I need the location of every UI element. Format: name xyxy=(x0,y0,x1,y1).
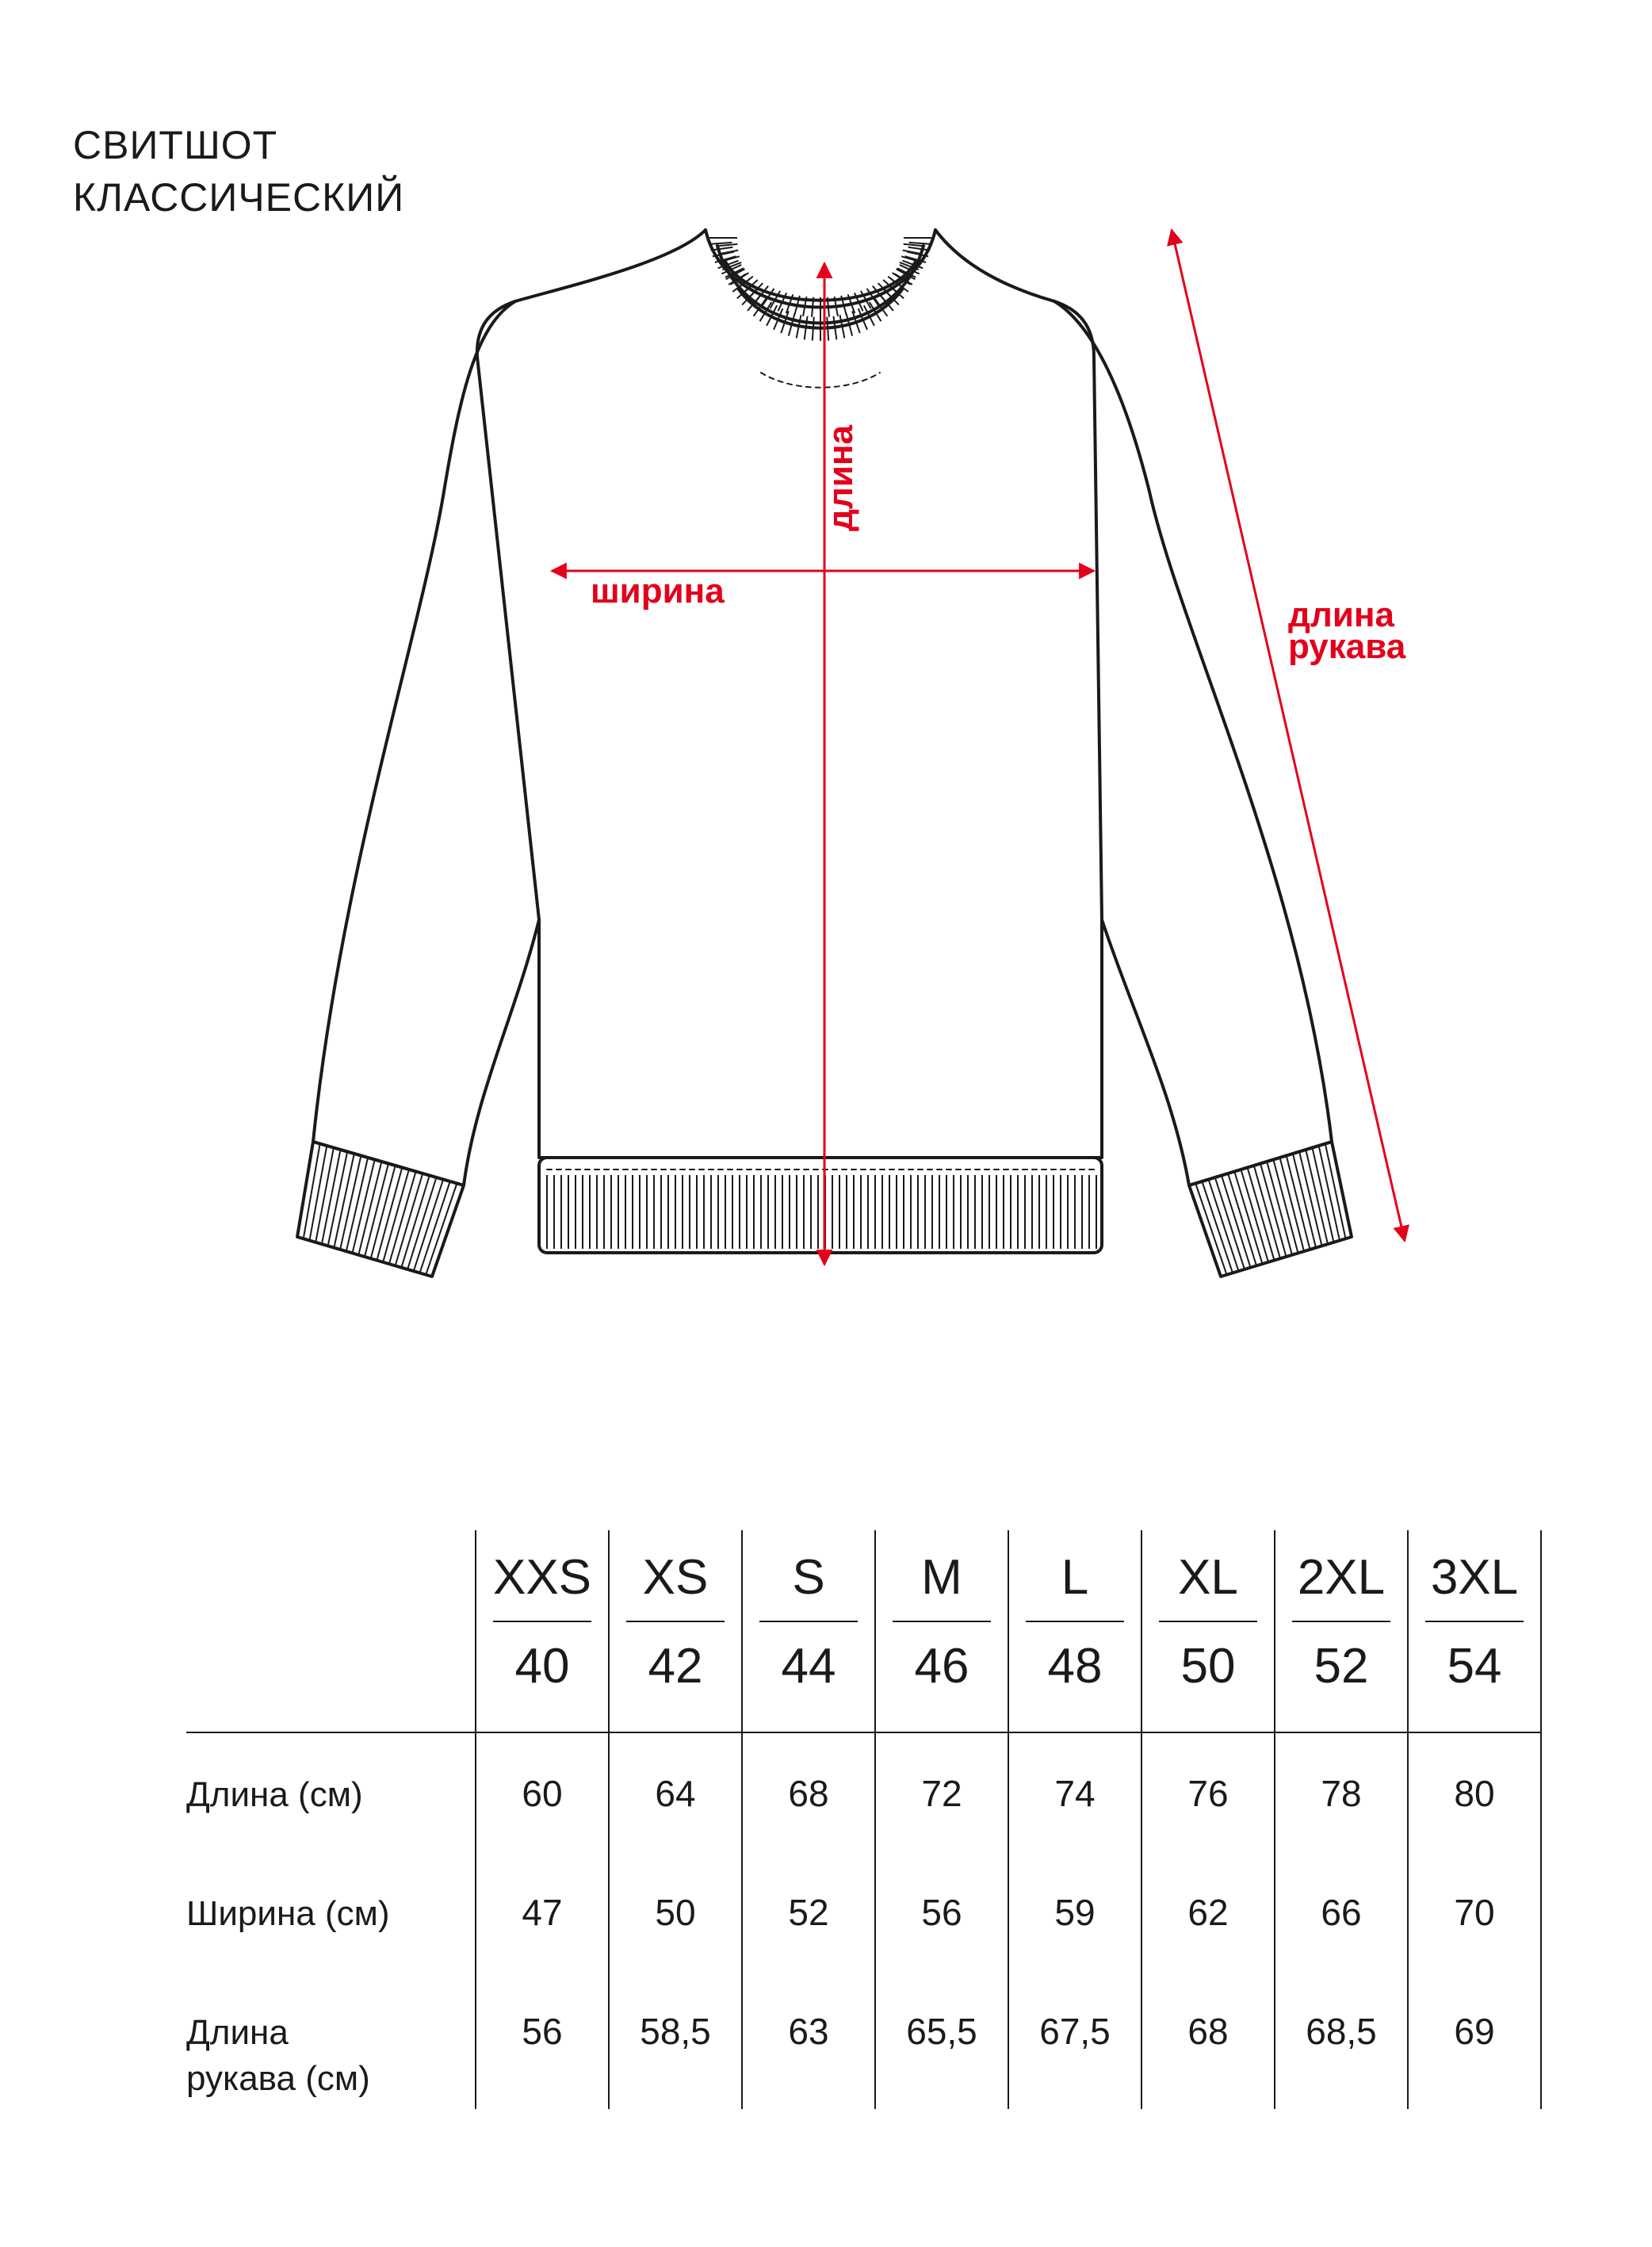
table-cell-value: 47 xyxy=(522,1892,563,1933)
table-cell-value: 69 xyxy=(1454,2011,1495,2052)
eu-size-label: 44 xyxy=(781,1639,836,1694)
table-cell-value: 65,5 xyxy=(906,2011,977,2052)
size-label: 2XL xyxy=(1297,1550,1386,1605)
table-cell-value: 68 xyxy=(788,1773,829,1814)
table-cell-value: 56 xyxy=(522,2011,563,2052)
table-cell-value: 56 xyxy=(921,1892,962,1933)
eu-size-label: 46 xyxy=(914,1639,969,1694)
size-label: XXS xyxy=(492,1550,592,1605)
table-cell-value: 68 xyxy=(1187,2011,1229,2052)
eu-size-label: 48 xyxy=(1047,1639,1103,1694)
table-cell-value: 72 xyxy=(921,1773,962,1814)
table-cell-value: 80 xyxy=(1454,1773,1495,1814)
table-cell-value: 59 xyxy=(1054,1892,1096,1933)
table-cell-value: 67,5 xyxy=(1039,2011,1111,2052)
sleeve-label-line-1: длина xyxy=(1288,595,1394,634)
length-label: длина xyxy=(821,425,860,531)
table-cell-value: 64 xyxy=(655,1773,696,1814)
size-label: L xyxy=(1061,1550,1089,1605)
row-label: Длина xyxy=(186,2013,289,2052)
table-cells xyxy=(186,1550,1518,2098)
size-label: 3XL xyxy=(1430,1550,1519,1605)
eu-size-label: 50 xyxy=(1180,1639,1236,1694)
title-line-1: СВИТШОТ xyxy=(73,123,278,167)
table-cell-value: 60 xyxy=(522,1773,563,1814)
table-cell-value: 74 xyxy=(1054,1773,1096,1814)
eu-size-label: 52 xyxy=(1314,1639,1369,1694)
size-label: S xyxy=(792,1550,825,1605)
table-cell-value: 78 xyxy=(1321,1773,1362,1814)
row-label: Длина (см) xyxy=(186,1775,363,1814)
sleeve-label-line-2: рукава xyxy=(1288,627,1406,666)
row-label: Ширина (см) xyxy=(186,1894,390,1933)
size-label: XS xyxy=(642,1550,709,1605)
table-cell-value: 70 xyxy=(1454,1892,1495,1933)
table-cell-value: 58,5 xyxy=(640,2011,711,2052)
size-label: M xyxy=(921,1550,962,1605)
table-cell-value: 62 xyxy=(1187,1892,1229,1933)
table-cell-value: 50 xyxy=(655,1892,696,1933)
table-cell-value: 76 xyxy=(1187,1773,1229,1814)
table-cell-value: 66 xyxy=(1321,1892,1362,1933)
table-cell-value: 52 xyxy=(788,1892,829,1933)
size-label: XL xyxy=(1178,1550,1238,1605)
eu-size-label: 40 xyxy=(514,1639,570,1694)
table-cell-value: 68,5 xyxy=(1306,2011,1377,2052)
table-cell-value: 63 xyxy=(788,2011,829,2052)
eu-size-label: 54 xyxy=(1447,1639,1502,1694)
width-label: ширина xyxy=(591,572,725,611)
eu-size-label: 42 xyxy=(648,1639,703,1694)
title-line-2: КЛАССИЧЕСКИЙ xyxy=(73,175,405,220)
row-label: рукава (см) xyxy=(186,2059,370,2098)
